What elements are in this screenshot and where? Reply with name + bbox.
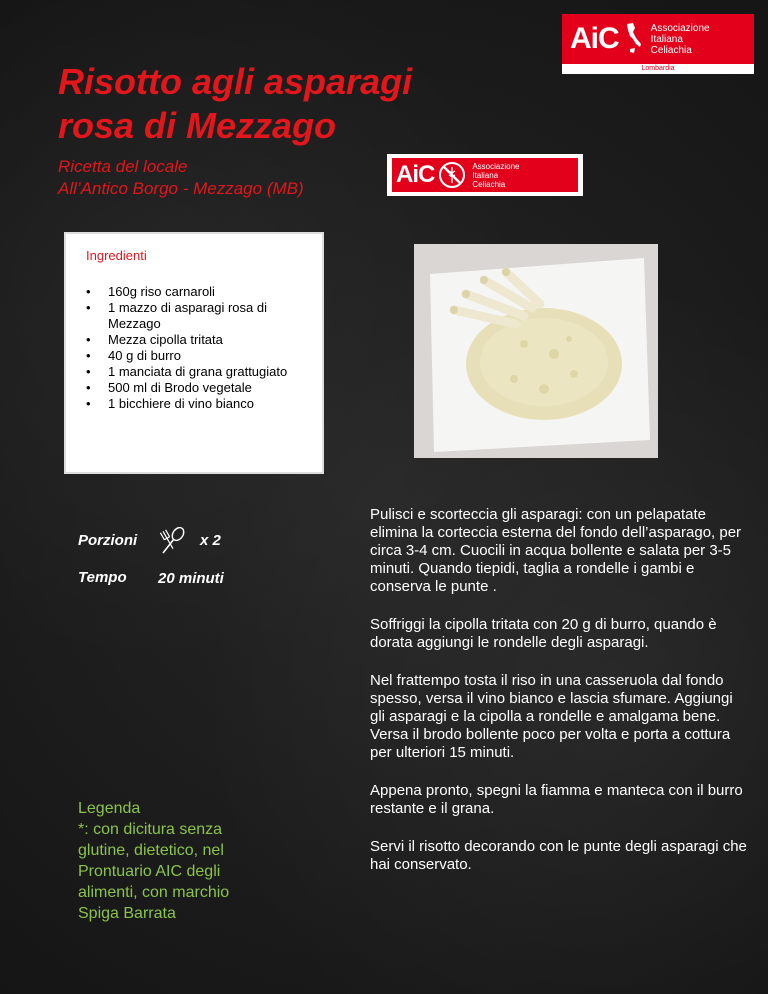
servings-value: x 2 bbox=[200, 532, 221, 549]
logo-region: Lombardia bbox=[562, 64, 754, 74]
ingredients-card bbox=[66, 234, 322, 472]
ingredient-item: • Mezza cipolla tritata bbox=[86, 332, 316, 348]
logo-mid-brand: AiC bbox=[396, 161, 435, 188]
ingredients-heading: Ingredienti bbox=[86, 248, 147, 263]
ingredient-item: • 1 manciata di grana grattugiato bbox=[86, 364, 316, 380]
recipe-method bbox=[370, 506, 750, 894]
aic-lombardia-logo bbox=[562, 14, 754, 72]
aic-gluten-free-logo bbox=[387, 154, 583, 196]
ingredient-item: • 40 g di burro bbox=[86, 348, 316, 364]
method-step: Servi il risotto decorando con le punte degli asparagi che hai conservato. bbox=[370, 838, 747, 873]
recipe-subtitle: Ricetta del locale All’Antico Borgo - Mezzago (MB) bbox=[58, 157, 304, 198]
time-label: Tempo bbox=[78, 569, 127, 586]
italy-map-icon bbox=[623, 22, 643, 56]
method-step: Soffriggi la cipolla tritata con 20 g di burro, quando è dorata aggiungi le rondelle degli asparagi. bbox=[370, 616, 717, 651]
logo-association-text: Associazione Italiana Celiachia bbox=[650, 22, 710, 56]
logo-brand: AiC bbox=[570, 22, 619, 55]
method-step: Appena pronto, spegni la fiamma e manteca con il burro restante e il grana. bbox=[370, 782, 743, 817]
ingredient-item: • 1 mazzo di asparagi rosa di Mezzago bbox=[86, 300, 316, 332]
risotto-photo bbox=[414, 244, 658, 458]
logo-mid-association-text: Associazione Italiana Celiachia bbox=[472, 161, 520, 189]
ingredient-item: • 1 bicchiere di vino bianco bbox=[86, 396, 316, 412]
recipe-title: Risotto agli asparagi rosa di Mezzago bbox=[58, 61, 413, 146]
legend-note: Legenda *: con dicitura senza glutine, dietetico, nel Prontuario AIC degli alimenti, con marchio Spiga Barrata bbox=[78, 800, 230, 922]
ingredients-list bbox=[86, 284, 316, 412]
servings-label: Porzioni bbox=[78, 532, 138, 549]
fork-spoon-icon bbox=[158, 526, 188, 556]
method-step: Nel frattempo tosta il riso in una casseruola dal fondo spesso, versa il vino bianco e lascia sfumare. Aggiungi gli asparagi e la cipolla a rondelle e amalgama bene. Versa il brodo bollente poco per volta e porta a cottura per ulteriori 15 minuti. bbox=[370, 672, 733, 761]
crossed-wheat-icon bbox=[438, 161, 466, 189]
method-step: Pulisci e scorteccia gli asparagi: con un pelapatate elimina la corteccia esterna del fondo dell’asparago, per circa 3-4 cm. Cuocili in acqua bollente e salata per 3-5 minuti. Quando tiepidi, taglia a rondelle i gambi e conserva le punte . bbox=[370, 506, 742, 595]
time-value: 20 minuti bbox=[158, 570, 224, 587]
ingredient-item: • 160g riso carnaroli bbox=[86, 284, 316, 300]
ingredient-item: • 500 ml di Brodo vegetale bbox=[86, 380, 316, 396]
